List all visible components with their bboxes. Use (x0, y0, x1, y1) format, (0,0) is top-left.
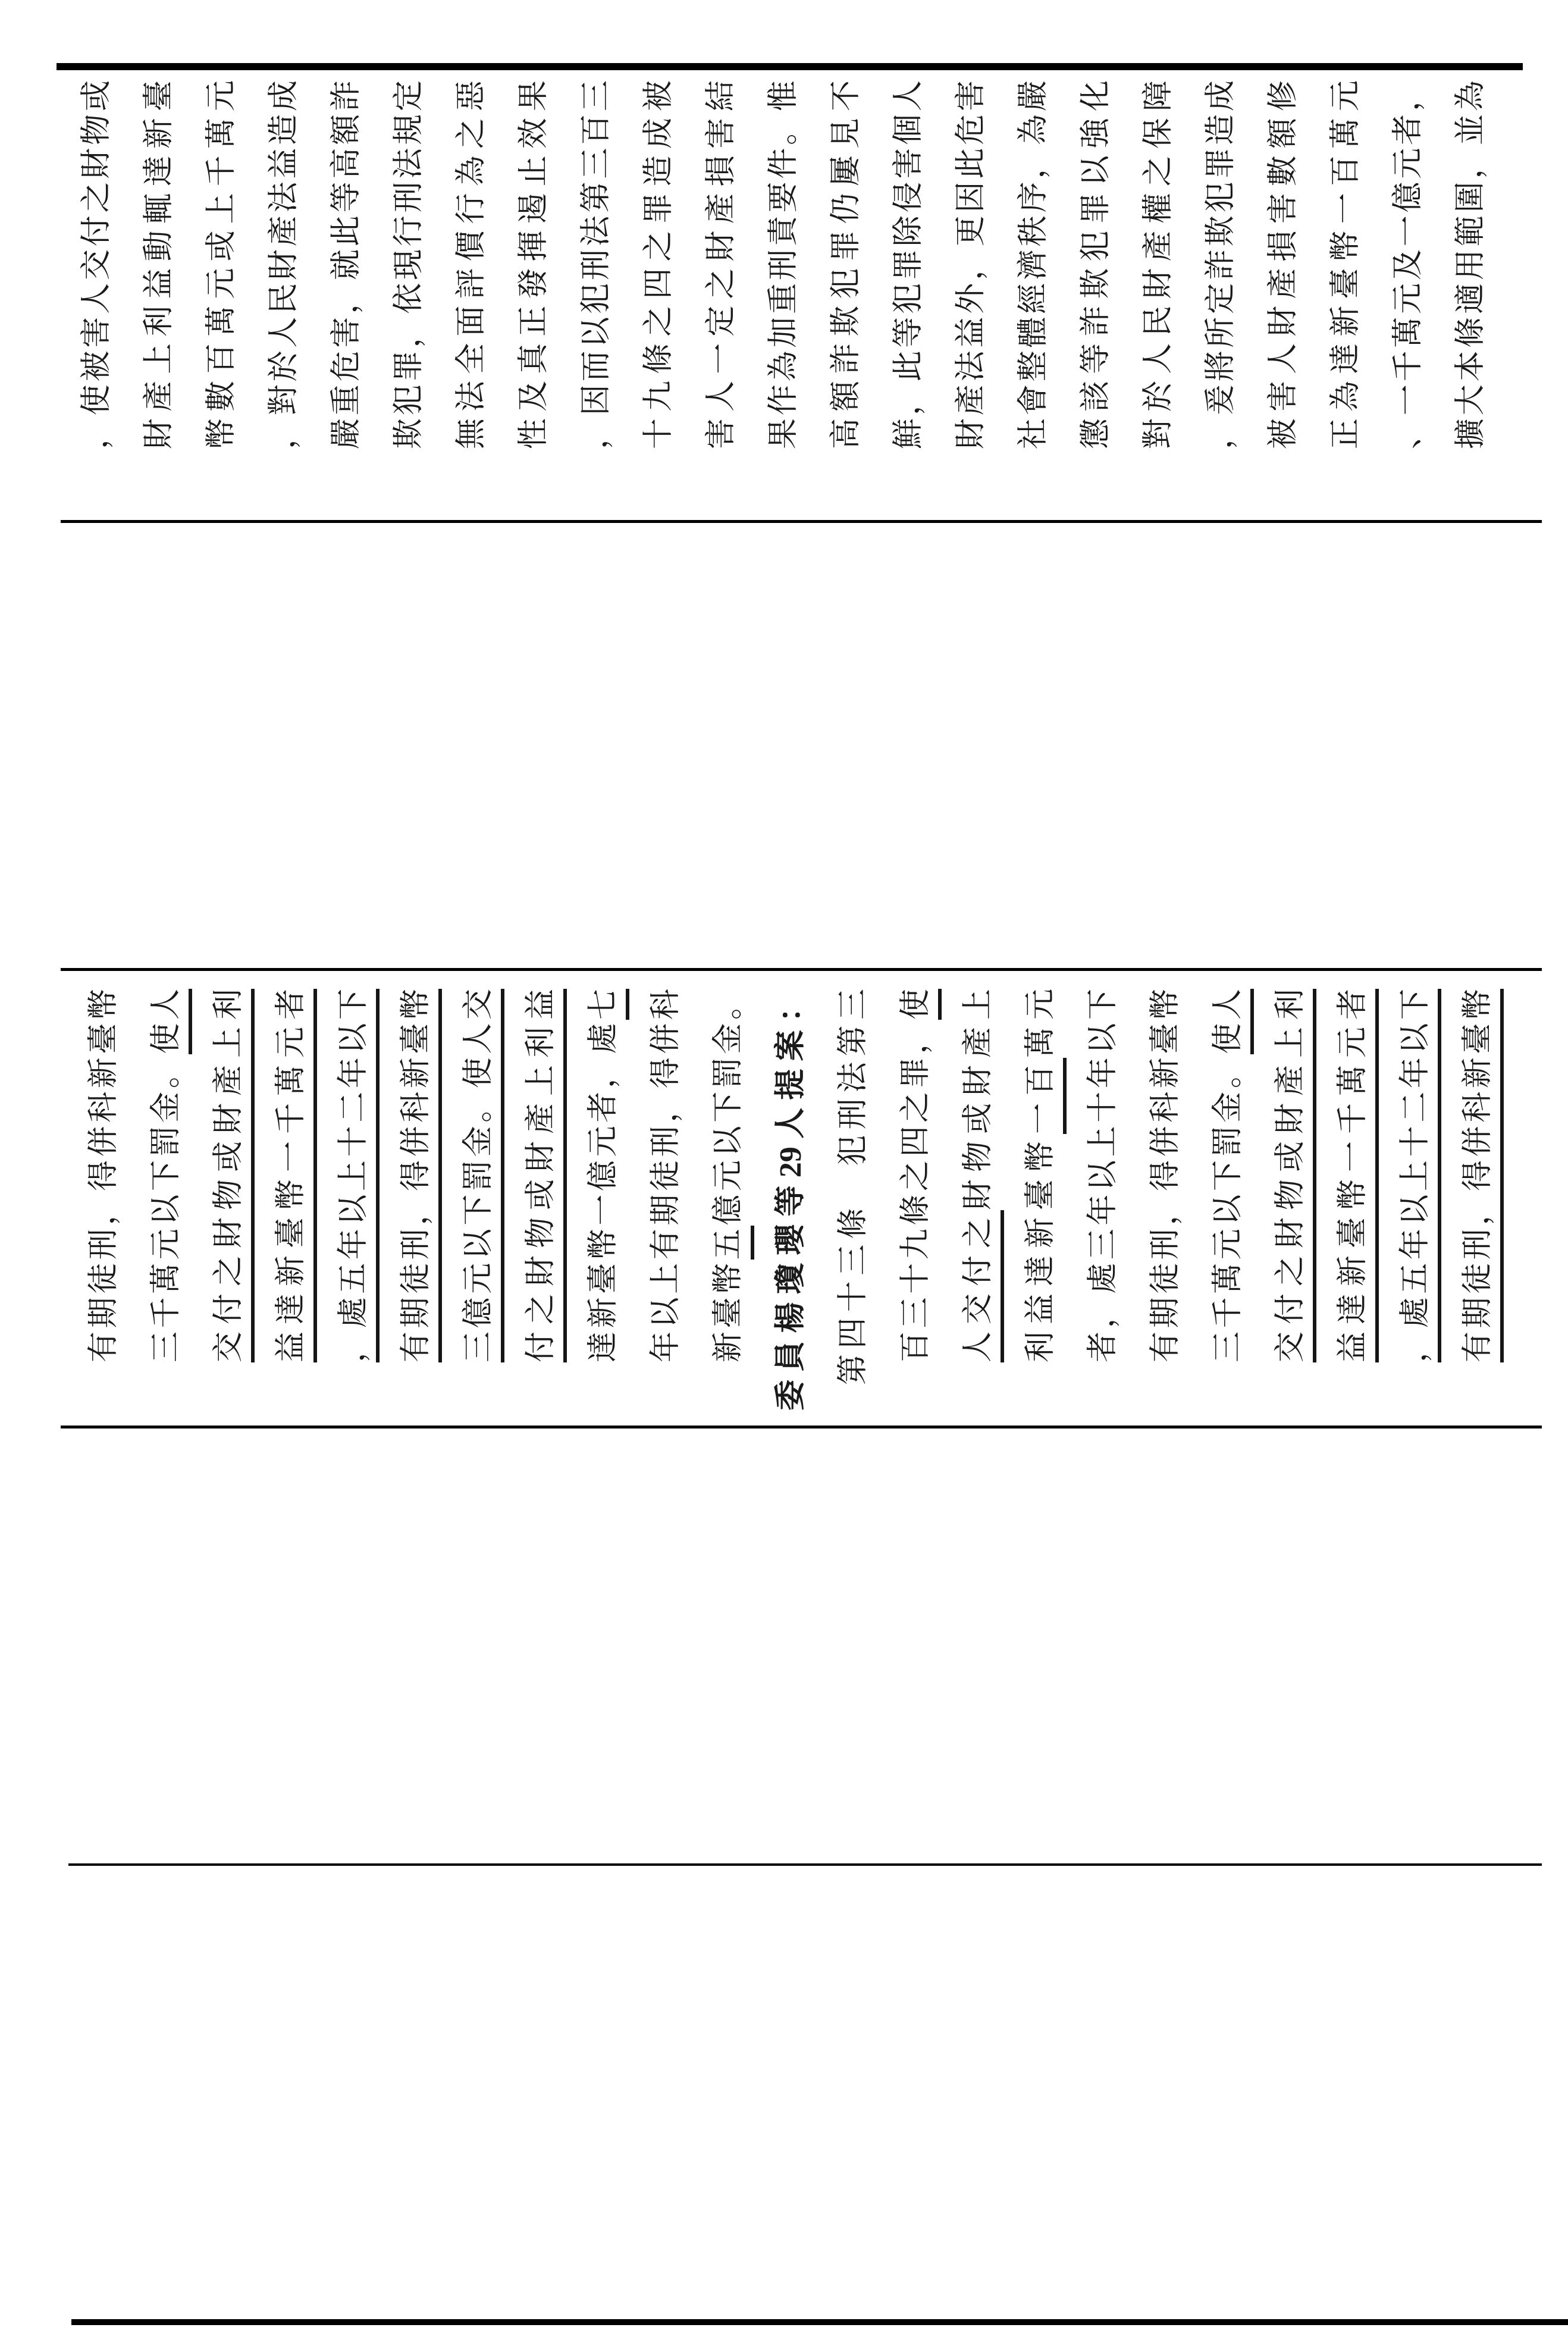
text-segment: 擴大本條適用範圍，並為 (1454, 80, 1488, 449)
text-segment: 新臺幣 (711, 1260, 745, 1362)
underlined-text-segment: ，處五年以上十二年以下 (337, 989, 380, 1362)
text-line (947, 989, 1009, 1362)
underlined-text-segment: 有期徒刑，得併科新臺幣 (399, 989, 442, 1362)
text-segment: 果作為加重刑責要件。惟 (767, 80, 801, 449)
text-line (510, 989, 572, 1362)
text-line (385, 989, 447, 1362)
text-line (440, 80, 503, 449)
underlined-text-segment: 一百 (1024, 1058, 1067, 1134)
text-line (1072, 989, 1134, 1362)
text-line (1259, 989, 1322, 1362)
text-line (315, 80, 378, 449)
text-segment: 億元以下罰金。 (711, 989, 745, 1226)
text-segment: ，因而以犯刑法第三百三 (579, 80, 613, 449)
text-line (1252, 80, 1315, 449)
text-line (877, 80, 940, 449)
text-line (65, 80, 128, 449)
text-segment: 者，處三年以上十年以下 (1086, 989, 1120, 1362)
text-line (1002, 80, 1065, 449)
text-segment: 懲該等詐欺犯罪以強化 (1079, 80, 1113, 449)
text-line (322, 989, 385, 1362)
text-line (885, 989, 947, 1362)
text-segment: 無法全面評價行為之惡 (454, 80, 488, 449)
underlined-text-segment: 益達新臺幣一千萬元者 (1336, 989, 1379, 1362)
table-border-rule-4 (61, 1426, 1542, 1428)
text-segment: 有期徒刑，得併科新臺幣 (87, 989, 121, 1362)
text-segment: 有期徒刑，得併科新臺幣 (1149, 989, 1183, 1362)
text-segment: 財產上利益動輒達新臺 (142, 80, 176, 449)
text-segment: 對於人民財產權之保障 (1141, 80, 1175, 449)
text-segment: 欺犯罪，依現行刑法規定 (392, 80, 426, 449)
text-segment: 年以上有期徒刑，得併科 (649, 989, 683, 1362)
text-segment: 十九條之四之罪造成被 (642, 80, 676, 449)
text-segment: 百三十九條之四之罪， (899, 1020, 933, 1362)
text-segment: 嚴重危害，就此等高額詐 (330, 80, 363, 449)
text-line (1009, 989, 1072, 1362)
text-line (447, 989, 510, 1362)
text-segment: 高額詐欺犯罪仍屢見不 (829, 80, 863, 449)
underlined-text-segment: ，處五年以上十二年以下 (1398, 989, 1441, 1362)
text-line (628, 80, 690, 449)
table-border-outer-right-thick (57, 63, 1523, 70)
text-line (940, 80, 1002, 449)
text-line (752, 80, 815, 449)
text-segment: 達新臺幣一億元者，處 (587, 1020, 620, 1362)
underlined-text-segment: 交付之財物或財產上利 (212, 989, 255, 1362)
text-line (1322, 989, 1384, 1362)
table-border-rule-2 (61, 520, 1542, 523)
text-segment: 三千萬元以下罰金。 (1211, 1054, 1245, 1362)
table-border-rule-3 (61, 968, 1542, 971)
text-line (1127, 80, 1190, 449)
underlined-text-segment: 交付之財物或財產上利 (1274, 989, 1316, 1362)
text-segment: 利益達新臺幣 (1024, 1134, 1058, 1362)
table-border-rule-5 (68, 1863, 1542, 1866)
text-line (1065, 80, 1127, 449)
text-line (1190, 80, 1252, 449)
text-line (378, 80, 440, 449)
text-line (1134, 989, 1197, 1362)
text-segment: 財物或財產上 (961, 989, 995, 1210)
text-line (503, 80, 565, 449)
text-segment: 委員楊瓊瓔等29人提案： (774, 991, 808, 1411)
underlined-text-segment: 使人 (1211, 989, 1254, 1054)
text-line (572, 989, 635, 1362)
text-segment: 財產法益外，更因此危害 (954, 80, 988, 449)
underlined-text-segment: 益達新臺幣一千萬元者 (274, 989, 317, 1362)
text-segment: 性及真正發揮遏止效果 (517, 80, 551, 449)
text-line (760, 991, 822, 1411)
underlined-text-segment: 七 (587, 989, 629, 1020)
text-segment: 被害人財產損害數額修 (1266, 80, 1300, 449)
text-segment: 害人一定之財產損害結 (704, 80, 738, 449)
text-line (197, 989, 260, 1362)
upper-text-block (65, 80, 1502, 449)
text-segment: 正為達新臺幣一百萬元 (1329, 80, 1363, 449)
text-line (135, 989, 197, 1362)
text-line (1447, 989, 1509, 1362)
text-line (815, 80, 877, 449)
text-line (260, 989, 322, 1362)
text-line (690, 80, 752, 449)
text-segment: ，對於人民財產法益造成 (267, 80, 301, 449)
text-line (822, 989, 885, 1385)
text-segment: 第四十三條 犯刑法第三 (836, 989, 870, 1385)
underlined-text-segment: 使 (899, 989, 942, 1020)
text-segment: ，使被害人交付之財物或 (80, 80, 114, 449)
text-segment: ，爰將所定詐欺犯罪造成 (1204, 80, 1238, 449)
text-line (1440, 80, 1502, 449)
underlined-text-segment: 付之財物或財產上利益 (524, 989, 567, 1362)
underlined-text-segment: 使人 (149, 989, 192, 1054)
text-line (190, 80, 253, 449)
text-line (565, 80, 628, 449)
underlined-text-segment: 人交付之 (961, 1210, 1004, 1362)
table-border-outer-left-thick (71, 2319, 1568, 2325)
text-segment: 萬元 (1024, 989, 1058, 1058)
text-line (253, 80, 315, 449)
underlined-text-segment: 五 (711, 1226, 754, 1260)
text-segment: 社會整體經濟秩序，為嚴 (1017, 80, 1050, 449)
lower-text-block (73, 989, 1509, 1411)
text-segment: 鮮，此等犯罪除侵害個人 (892, 80, 926, 449)
text-line (73, 989, 135, 1362)
text-segment: 、一千萬元及一億元者， (1391, 80, 1425, 449)
underlined-text-segment: 三億元以下罰金。使人交 (462, 989, 504, 1362)
text-line (1377, 80, 1440, 449)
underlined-text-segment: 有期徒刑，得併科新臺幣 (1461, 989, 1504, 1362)
text-line (697, 989, 760, 1362)
text-line (128, 80, 190, 449)
text-segment: 幣數百萬元或上千萬元 (205, 80, 239, 449)
text-line (635, 989, 697, 1362)
text-line (1315, 80, 1377, 449)
text-segment: 三千萬元以下罰金。 (149, 1054, 183, 1362)
text-line (1197, 989, 1259, 1362)
text-line (1384, 989, 1447, 1362)
